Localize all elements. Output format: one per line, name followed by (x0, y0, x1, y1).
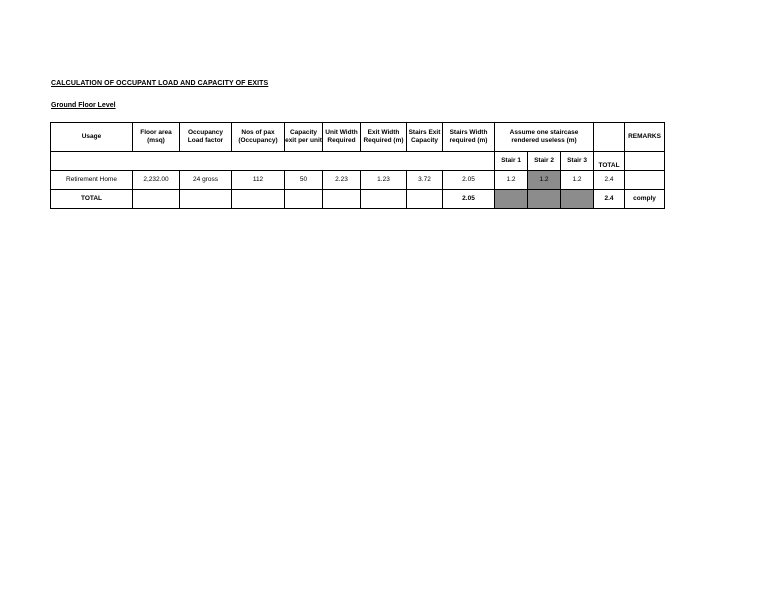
total-blank-1 (133, 190, 180, 209)
header-usage: Usage (51, 123, 133, 152)
total-blank-4 (285, 190, 323, 209)
header-stairs-width: Stairs Width required (m) (443, 123, 495, 152)
occupant-load-table (50, 122, 665, 209)
cell-pax: 112 (232, 171, 285, 190)
header-empty (594, 123, 625, 152)
subheader-stair-3: Stair 3 (561, 152, 594, 171)
cell-floor-area: 2,232.00 (133, 171, 180, 190)
subheader-stair-2: Stair 2 (528, 152, 561, 171)
cell-exit-width: 1.23 (361, 171, 407, 190)
header-row (51, 123, 665, 152)
cell-stair-2: 1.2 (528, 171, 561, 190)
cell-stair-3: 1.2 (561, 171, 594, 190)
total-stair-3-shaded (561, 190, 594, 209)
total-blank-3 (232, 190, 285, 209)
cell-total: 2.4 (594, 171, 625, 190)
total-row (51, 190, 665, 209)
cell-load-factor: 24 gross (180, 171, 232, 190)
cell-stairs-capacity: 3.72 (407, 171, 443, 190)
header-assume-staircase: Assume one staircase rendered useless (m) (495, 123, 594, 152)
total-stair-1-shaded (495, 190, 528, 209)
cell-unit-width: 2.23 (323, 171, 361, 190)
header-exit-width: Exit Width Required (m) (361, 123, 407, 152)
total-total: 2.4 (594, 190, 625, 209)
cell-usage: Retirement Home (51, 171, 133, 190)
header-pax: Nos of pax (Occupancy) (232, 123, 285, 152)
cell-stairs-width: 2.05 (443, 171, 495, 190)
header-remarks: REMARKS (625, 123, 665, 152)
subheader-stair-1: Stair 1 (495, 152, 528, 171)
total-stairs-width: 2.05 (443, 190, 495, 209)
table-row (51, 171, 665, 190)
total-remarks: comply (625, 190, 665, 209)
header-floor-area: Floor area (msq) (133, 123, 180, 152)
subheader-row (51, 152, 665, 171)
document-title: CALCULATION OF OCCUPANT LOAD AND CAPACITY OF EXITS (51, 80, 269, 87)
total-stair-2-shaded (528, 190, 561, 209)
header-load-factor: Occupancy Load factor (180, 123, 232, 152)
header-capacity-exit: Capacity exit per unit (285, 123, 323, 152)
cell-capacity-exit: 50 (285, 171, 323, 190)
total-blank-6 (361, 190, 407, 209)
subheader-total: TOTAL (594, 152, 625, 171)
header-unit-width: Unit Width Required (323, 123, 361, 152)
cell-remarks (625, 171, 665, 190)
header-stairs-capacity: Stairs Exit Capacity (407, 123, 443, 152)
total-label: TOTAL (51, 190, 133, 209)
subheader-remarks-blank (625, 152, 665, 171)
section-heading: Ground Floor Level (51, 102, 116, 109)
cell-stair-1: 1.2 (495, 171, 528, 190)
total-blank-7 (407, 190, 443, 209)
subheader-blank (51, 152, 495, 171)
total-blank-2 (180, 190, 232, 209)
total-blank-5 (323, 190, 361, 209)
